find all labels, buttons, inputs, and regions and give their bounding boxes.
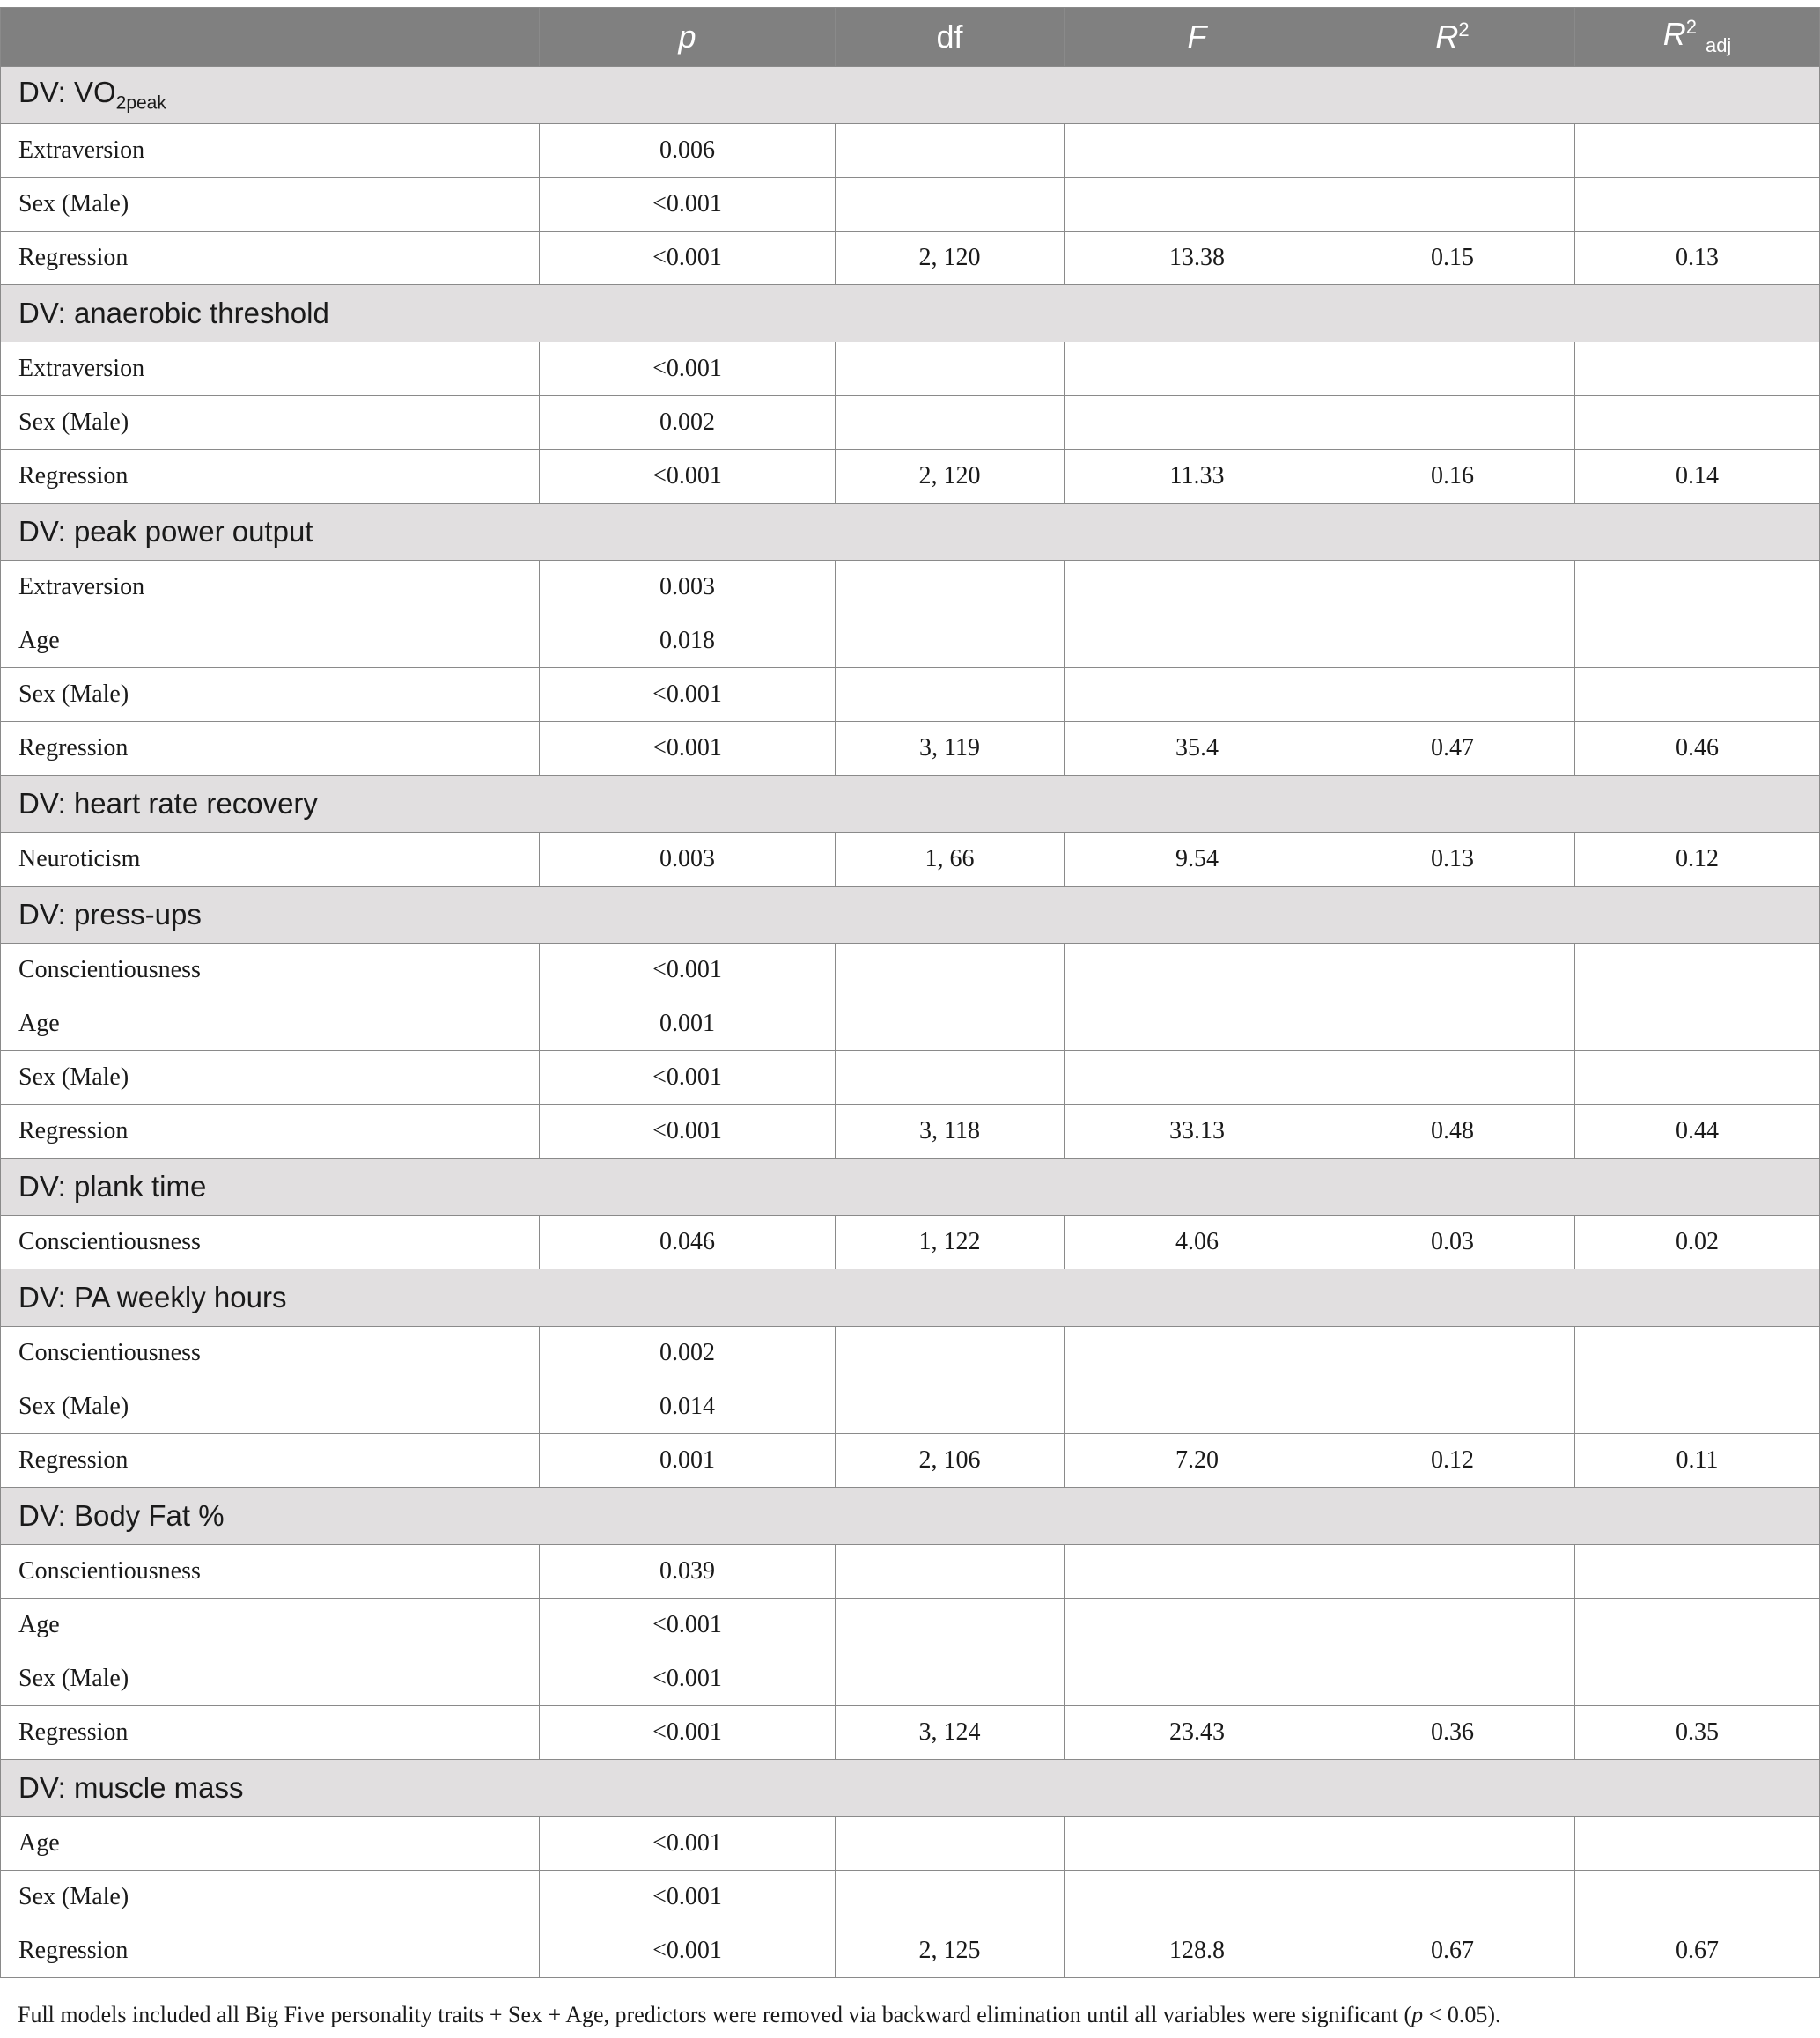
r2adj-cell: 0.13: [1575, 232, 1820, 285]
dv-group-header: [1, 285, 1820, 342]
f-cell: 4.06: [1065, 1216, 1330, 1269]
p-cell: <0.001: [540, 1817, 836, 1871]
r2-cell: 0.13: [1330, 833, 1575, 887]
dv-group-title: [1, 887, 1820, 944]
r2-cell: [1330, 1051, 1575, 1105]
table-row: [1, 833, 1820, 887]
df-cell: [836, 1652, 1065, 1706]
header-f: F: [1065, 8, 1330, 67]
r2-cell: 0.16: [1330, 450, 1575, 504]
dv-group-header: [1, 1488, 1820, 1545]
dv-title-text: DV: Body Fat %: [18, 1499, 225, 1532]
dv-title-subscript: 2peak: [115, 92, 166, 114]
df-cell: [836, 1545, 1065, 1599]
df-cell: 3, 124: [836, 1706, 1065, 1760]
f-cell: 11.33: [1065, 450, 1330, 504]
df-cell: [836, 1051, 1065, 1105]
r2-cell: [1330, 1599, 1575, 1652]
table-row: [1, 997, 1820, 1051]
r2-cell: [1330, 1817, 1575, 1871]
r2-cell: [1330, 342, 1575, 396]
p-cell: 0.003: [540, 561, 836, 614]
predictor-cell: Sex (Male): [1, 396, 540, 450]
predictor-cell: Extraversion: [1, 124, 540, 178]
df-cell: [836, 614, 1065, 668]
f-cell: [1065, 668, 1330, 722]
header-r2: [1330, 8, 1575, 67]
table-row: [1, 232, 1820, 285]
df-cell: [836, 668, 1065, 722]
p-cell: 0.002: [540, 396, 836, 450]
r2adj-cell: [1575, 124, 1820, 178]
f-cell: [1065, 614, 1330, 668]
table-row: [1, 450, 1820, 504]
dv-group-title: [1, 285, 1820, 342]
predictor-cell: Regression: [1, 232, 540, 285]
r2adj-cell: 0.14: [1575, 450, 1820, 504]
r2-cell: [1330, 124, 1575, 178]
dv-group-title: [1, 776, 1820, 833]
r2adj-cell: [1575, 178, 1820, 232]
r2-cell: 0.47: [1330, 722, 1575, 776]
predictor-cell: Conscientiousness: [1, 1327, 540, 1380]
predictor-cell: Sex (Male): [1, 668, 540, 722]
dv-group-header: [1, 776, 1820, 833]
predictor-cell: Conscientiousness: [1, 944, 540, 997]
predictor-cell: Regression: [1, 1924, 540, 1978]
dv-title-text: DV: PA weekly hours: [18, 1281, 287, 1313]
p-cell: <0.001: [540, 722, 836, 776]
p-cell: <0.001: [540, 944, 836, 997]
p-cell: <0.001: [540, 1051, 836, 1105]
p-cell: <0.001: [540, 1924, 836, 1978]
p-cell: 0.006: [540, 124, 836, 178]
r2-cell: [1330, 1380, 1575, 1434]
r2-cell: [1330, 1327, 1575, 1380]
predictor-cell: Regression: [1, 1706, 540, 1760]
p-cell: <0.001: [540, 1105, 836, 1159]
f-cell: [1065, 1545, 1330, 1599]
predictor-cell: Age: [1, 1599, 540, 1652]
r2adj-cell: [1575, 342, 1820, 396]
dv-group-header: [1, 67, 1820, 124]
df-cell: [836, 124, 1065, 178]
r2adj-cell: [1575, 1817, 1820, 1871]
predictor-cell: Regression: [1, 1434, 540, 1488]
header-r2-superscript: 2: [1458, 18, 1470, 40]
r2adj-cell: [1575, 944, 1820, 997]
predictor-cell: Age: [1, 614, 540, 668]
f-cell: 35.4: [1065, 722, 1330, 776]
table-row: [1, 1599, 1820, 1652]
r2-cell: 0.15: [1330, 232, 1575, 285]
predictor-cell: Regression: [1, 450, 540, 504]
r2-cell: [1330, 396, 1575, 450]
table-row: [1, 614, 1820, 668]
r2-cell: [1330, 614, 1575, 668]
df-cell: [836, 396, 1065, 450]
header-r2-letter: R: [1435, 18, 1459, 55]
f-cell: 9.54: [1065, 833, 1330, 887]
p-cell: <0.001: [540, 232, 836, 285]
table-row: [1, 561, 1820, 614]
r2-cell: 0.03: [1330, 1216, 1575, 1269]
r2adj-cell: 0.35: [1575, 1706, 1820, 1760]
r2adj-cell: 0.12: [1575, 833, 1820, 887]
df-cell: [836, 1327, 1065, 1380]
header-r2adj-subscript: adj: [1705, 34, 1732, 57]
r2-cell: 0.48: [1330, 1105, 1575, 1159]
r2adj-cell: [1575, 1327, 1820, 1380]
f-cell: 13.38: [1065, 232, 1330, 285]
r2-cell: [1330, 997, 1575, 1051]
df-cell: [836, 342, 1065, 396]
p-cell: <0.001: [540, 342, 836, 396]
r2adj-cell: [1575, 1652, 1820, 1706]
f-cell: [1065, 178, 1330, 232]
r2-cell: [1330, 1545, 1575, 1599]
df-cell: 1, 66: [836, 833, 1065, 887]
predictor-cell: Sex (Male): [1, 1871, 540, 1924]
df-cell: 3, 118: [836, 1105, 1065, 1159]
dv-group-title: [1, 504, 1820, 561]
predictor-cell: Sex (Male): [1, 1051, 540, 1105]
r2adj-cell: [1575, 561, 1820, 614]
f-cell: [1065, 396, 1330, 450]
f-cell: 23.43: [1065, 1706, 1330, 1760]
df-cell: [836, 997, 1065, 1051]
header-p: p: [540, 8, 836, 67]
dv-group-header: [1, 887, 1820, 944]
r2-cell: 0.36: [1330, 1706, 1575, 1760]
predictor-cell: Conscientiousness: [1, 1216, 540, 1269]
r2adj-cell: [1575, 1380, 1820, 1434]
table-row: [1, 1706, 1820, 1760]
predictor-cell: Age: [1, 1817, 540, 1871]
p-cell: 0.001: [540, 997, 836, 1051]
table-row: [1, 1051, 1820, 1105]
header-predictor: [1, 8, 540, 67]
table-row: [1, 944, 1820, 997]
table-row: [1, 342, 1820, 396]
predictor-cell: Sex (Male): [1, 1380, 540, 1434]
r2adj-cell: 0.44: [1575, 1105, 1820, 1159]
p-cell: 0.039: [540, 1545, 836, 1599]
predictor-cell: Extraversion: [1, 561, 540, 614]
footnote-text-before: Full models included all Big Five personality traits + Sex + Age, predictors were removed via backward elimination until all variables were significant (: [18, 2002, 1412, 2027]
df-cell: 2, 125: [836, 1924, 1065, 1978]
r2adj-cell: [1575, 1051, 1820, 1105]
p-cell: <0.001: [540, 178, 836, 232]
f-cell: 7.20: [1065, 1434, 1330, 1488]
r2-cell: [1330, 178, 1575, 232]
table-row: [1, 1380, 1820, 1434]
table-row: [1, 1434, 1820, 1488]
r2adj-cell: [1575, 1871, 1820, 1924]
table-row: [1, 178, 1820, 232]
r2-cell: 0.67: [1330, 1924, 1575, 1978]
table-row: [1, 124, 1820, 178]
p-cell: <0.001: [540, 1652, 836, 1706]
predictor-cell: Sex (Male): [1, 178, 540, 232]
r2adj-cell: 0.11: [1575, 1434, 1820, 1488]
r2adj-cell: 0.67: [1575, 1924, 1820, 1978]
table-row: [1, 1924, 1820, 1978]
df-cell: [836, 1871, 1065, 1924]
table-row: [1, 1545, 1820, 1599]
df-cell: [836, 944, 1065, 997]
df-cell: [836, 178, 1065, 232]
p-cell: 0.001: [540, 1434, 836, 1488]
p-cell: <0.001: [540, 1706, 836, 1760]
dv-group-header: [1, 504, 1820, 561]
f-cell: [1065, 1327, 1330, 1380]
f-cell: [1065, 1051, 1330, 1105]
predictor-cell: Sex (Male): [1, 1652, 540, 1706]
header-r2adj-superscript: 2: [1685, 16, 1697, 39]
header-r2-adj: [1575, 8, 1820, 67]
predictor-cell: Regression: [1, 722, 540, 776]
footnote-p-symbol: p: [1411, 2002, 1424, 2027]
f-cell: [1065, 1652, 1330, 1706]
dv-group-title: [1, 1488, 1820, 1545]
f-cell: [1065, 1871, 1330, 1924]
f-cell: [1065, 1380, 1330, 1434]
table-body: [1, 67, 1820, 1978]
table-row: [1, 668, 1820, 722]
r2-cell: [1330, 1652, 1575, 1706]
dv-group-title: [1, 67, 1820, 124]
dv-group-header: [1, 1269, 1820, 1327]
dv-group-title: [1, 1269, 1820, 1327]
p-cell: 0.046: [540, 1216, 836, 1269]
dv-title-text: DV: anaerobic threshold: [18, 297, 329, 329]
table-row: [1, 1817, 1820, 1871]
table-row: [1, 1652, 1820, 1706]
r2-cell: [1330, 1871, 1575, 1924]
f-cell: [1065, 1599, 1330, 1652]
predictor-cell: Neuroticism: [1, 833, 540, 887]
df-cell: [836, 1817, 1065, 1871]
results-table-container: [0, 7, 1820, 1978]
df-cell: 3, 119: [836, 722, 1065, 776]
predictor-cell: Conscientiousness: [1, 1545, 540, 1599]
df-cell: 2, 120: [836, 450, 1065, 504]
r2adj-cell: 0.46: [1575, 722, 1820, 776]
p-cell: <0.001: [540, 1599, 836, 1652]
df-cell: 1, 122: [836, 1216, 1065, 1269]
table-row: [1, 1327, 1820, 1380]
r2-cell: [1330, 561, 1575, 614]
dv-title-text: DV: plank time: [18, 1170, 207, 1203]
dv-group-title: [1, 1159, 1820, 1216]
df-cell: 2, 120: [836, 232, 1065, 285]
p-cell: 0.002: [540, 1327, 836, 1380]
r2adj-cell: [1575, 1599, 1820, 1652]
regression-results-table: [0, 7, 1820, 1978]
dv-title-text: DV: peak power output: [18, 515, 313, 548]
predictor-cell: Regression: [1, 1105, 540, 1159]
table-row: [1, 1216, 1820, 1269]
r2adj-cell: [1575, 1545, 1820, 1599]
f-cell: [1065, 997, 1330, 1051]
p-cell: 0.003: [540, 833, 836, 887]
dv-title-text: DV: heart rate recovery: [18, 787, 318, 820]
r2adj-cell: [1575, 396, 1820, 450]
header-df: df: [836, 8, 1065, 67]
dv-title-text: DV: VO: [18, 76, 116, 109]
f-cell: 128.8: [1065, 1924, 1330, 1978]
predictor-cell: Age: [1, 997, 540, 1051]
p-cell: 0.018: [540, 614, 836, 668]
table-row: [1, 396, 1820, 450]
dv-group-header: [1, 1159, 1820, 1216]
p-cell: <0.001: [540, 450, 836, 504]
df-cell: 2, 106: [836, 1434, 1065, 1488]
f-cell: [1065, 342, 1330, 396]
df-cell: [836, 1599, 1065, 1652]
dv-group-title: [1, 1760, 1820, 1817]
predictor-cell: Extraversion: [1, 342, 540, 396]
table-footnote: [18, 2002, 1500, 2028]
table-row: [1, 1871, 1820, 1924]
table-row: [1, 1105, 1820, 1159]
table-row: [1, 722, 1820, 776]
f-cell: [1065, 1817, 1330, 1871]
r2adj-cell: [1575, 614, 1820, 668]
header-row: [1, 8, 1820, 67]
dv-group-header: [1, 1760, 1820, 1817]
p-cell: 0.014: [540, 1380, 836, 1434]
f-cell: 33.13: [1065, 1105, 1330, 1159]
p-cell: <0.001: [540, 1871, 836, 1924]
r2-cell: 0.12: [1330, 1434, 1575, 1488]
r2adj-cell: [1575, 997, 1820, 1051]
footnote-text-after: < 0.05).: [1423, 2002, 1501, 2027]
f-cell: [1065, 124, 1330, 178]
df-cell: [836, 1380, 1065, 1434]
header-r2adj-letter: R: [1662, 16, 1686, 53]
r2-cell: [1330, 944, 1575, 997]
r2adj-cell: 0.02: [1575, 1216, 1820, 1269]
df-cell: [836, 561, 1065, 614]
r2-cell: [1330, 668, 1575, 722]
r2adj-cell: [1575, 668, 1820, 722]
dv-title-text: DV: muscle mass: [18, 1771, 244, 1804]
dv-title-text: DV: press-ups: [18, 898, 202, 931]
table-header: [1, 8, 1820, 67]
f-cell: [1065, 561, 1330, 614]
p-cell: <0.001: [540, 668, 836, 722]
f-cell: [1065, 944, 1330, 997]
